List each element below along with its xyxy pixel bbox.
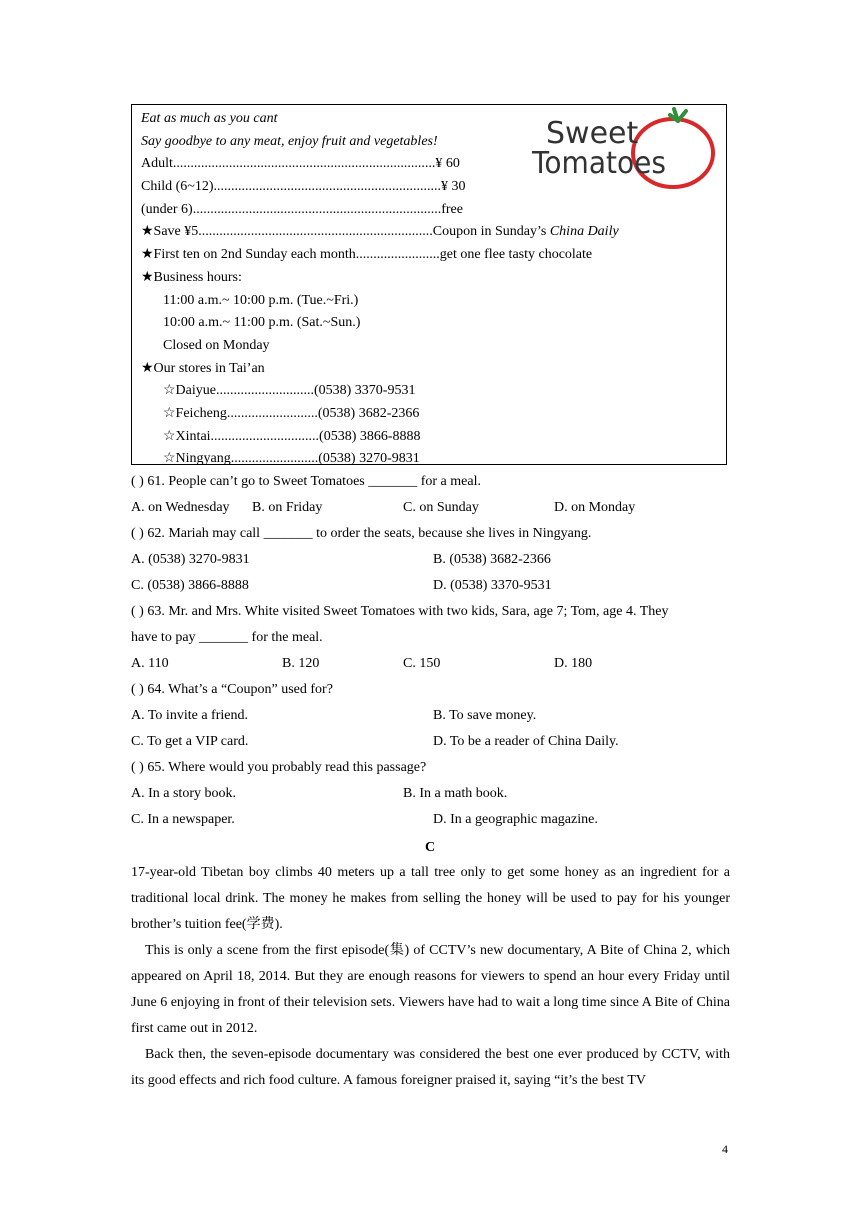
logo-text-tomatoes: Tomatoes: [531, 146, 666, 181]
ad-slogan-2: Say goodbye to any meat, enjoy fruit and vegetables!: [141, 133, 438, 149]
ad-hours-weekday: 11:00 a.m.~ 10:00 p.m. (Tue.~Fri.): [163, 292, 359, 308]
question-61: ( ) 61. People can’t go to Sweet Tomatoes _______ for a meal.: [131, 474, 481, 489]
q63-option-a: A. 110: [131, 656, 169, 671]
question-63-line1: ( ) 63. Mr. and Mrs. White visited Sweet Tomatoes with two kids, Sara, age 7; Tom, age 4. They: [131, 604, 669, 619]
ad-price-adult: Adult...........................................................................¥ 60: [141, 156, 460, 172]
passage-paragraph-1: 17-year-old Tibetan boy climbs 40 meters up a tall tree only to get some honey as an ingredient for a traditional local drink. The money he makes from selling the honey will be used to pay for his younger brother’s tuition fee(学费).: [131, 865, 730, 932]
q65-option-d: D. In a geographic magazine.: [433, 812, 598, 827]
section-heading-c: C: [424, 840, 436, 855]
passage-paragraph-2: This is only a scene from the first episode(集) of CCTV’s new documentary, A Bite of China 2, which appeared on April 18, 2014. But they are enough reasons for viewers to spend an hour every Friday until June 6 enjoying in front of their television sets. Viewers have had to wait a long time since A Bite of China first came out in 2012.: [131, 943, 730, 1036]
question-65: ( ) 65. Where would you probably read this passage?: [131, 760, 427, 775]
question-63-line2: have to pay _______ for the meal.: [131, 630, 323, 645]
question-64: ( ) 64. What’s a “Coupon” used for?: [131, 682, 333, 697]
page-number: 4: [722, 1142, 728, 1156]
q64-option-c: C. To get a VIP card.: [131, 734, 249, 749]
q61-option-b: B. on Friday: [252, 500, 323, 515]
q63-option-c: C. 150: [403, 656, 441, 671]
ad-stores-title: ★Our stores in Tai’an: [141, 360, 265, 376]
q65-option-a: A. In a story book.: [131, 786, 236, 801]
ad-store-daiyue: ☆Daiyue............................(0538) 3370-9531: [163, 383, 416, 399]
ad-hours-weekend: 10:00 a.m.~ 11:00 p.m. (Sat.~Sun.): [163, 315, 361, 331]
sweet-tomatoes-logo: [528, 107, 718, 191]
q63-option-b: B. 120: [282, 656, 320, 671]
passage-paragraph-3: Back then, the seven-episode documentary was considered the best one ever produced by CCTV, with its good effects and rich food culture. A famous foreigner praised it, saying “it’s the best TV: [131, 1047, 730, 1088]
q64-option-b: B. To save money.: [433, 708, 537, 723]
q62-option-a: A. (0538) 3270-9831: [131, 552, 250, 567]
q61-option-d: D. on Monday: [554, 500, 636, 515]
q64-option-d: D. To be a reader of China Daily.: [433, 734, 619, 749]
ad-slogan-1: Eat as much as you cant: [141, 111, 278, 126]
question-62: ( ) 62. Mariah may call _______ to order the seats, because she lives in Ningyang.: [131, 526, 592, 541]
q62-option-c: C. (0538) 3866-8888: [131, 578, 249, 593]
q61-option-a: A. on Wednesday: [131, 500, 230, 515]
q62-option-b: B. (0538) 3682-2366: [433, 552, 551, 567]
ad-hours-title: ★Business hours:: [141, 269, 242, 285]
ad-save-paper: China Daily: [549, 224, 619, 240]
ad-first-ten: ★First ten on 2nd Sunday each month........................get one flee tasty chocolate: [141, 247, 593, 263]
q65-option-c: C. In a newspaper.: [131, 812, 235, 827]
ad-closed: Closed on Monday: [163, 337, 270, 353]
ad-save-line: [141, 221, 726, 244]
ad-store-ningyang: ☆Ningyang.........................(0538) 3270-9831: [163, 451, 420, 467]
ad-store-xintai: ☆Xintai...............................(0538) 3866-8888: [163, 428, 421, 444]
ad-price-child: Child (6~12).................................................................¥ 30: [141, 179, 466, 195]
advertisement-box: [131, 104, 727, 465]
q65-option-b: B. In a math book.: [403, 786, 508, 801]
q64-option-a: A. To invite a friend.: [131, 708, 248, 723]
ad-price-under6: (under 6).......................................................................free: [141, 201, 463, 217]
q61-option-c: C. on Sunday: [403, 500, 479, 515]
logo-text-sweet: Sweet: [546, 116, 639, 151]
q63-option-d: D. 180: [554, 656, 593, 671]
q62-option-d: D. (0538) 3370-9531: [433, 578, 552, 593]
ad-save-text: ★Save ¥5...................................................................Coupon in Sunday’s: [141, 224, 550, 240]
ad-store-feicheng: ☆Feicheng..........................(0538) 3682-2366: [163, 405, 420, 421]
